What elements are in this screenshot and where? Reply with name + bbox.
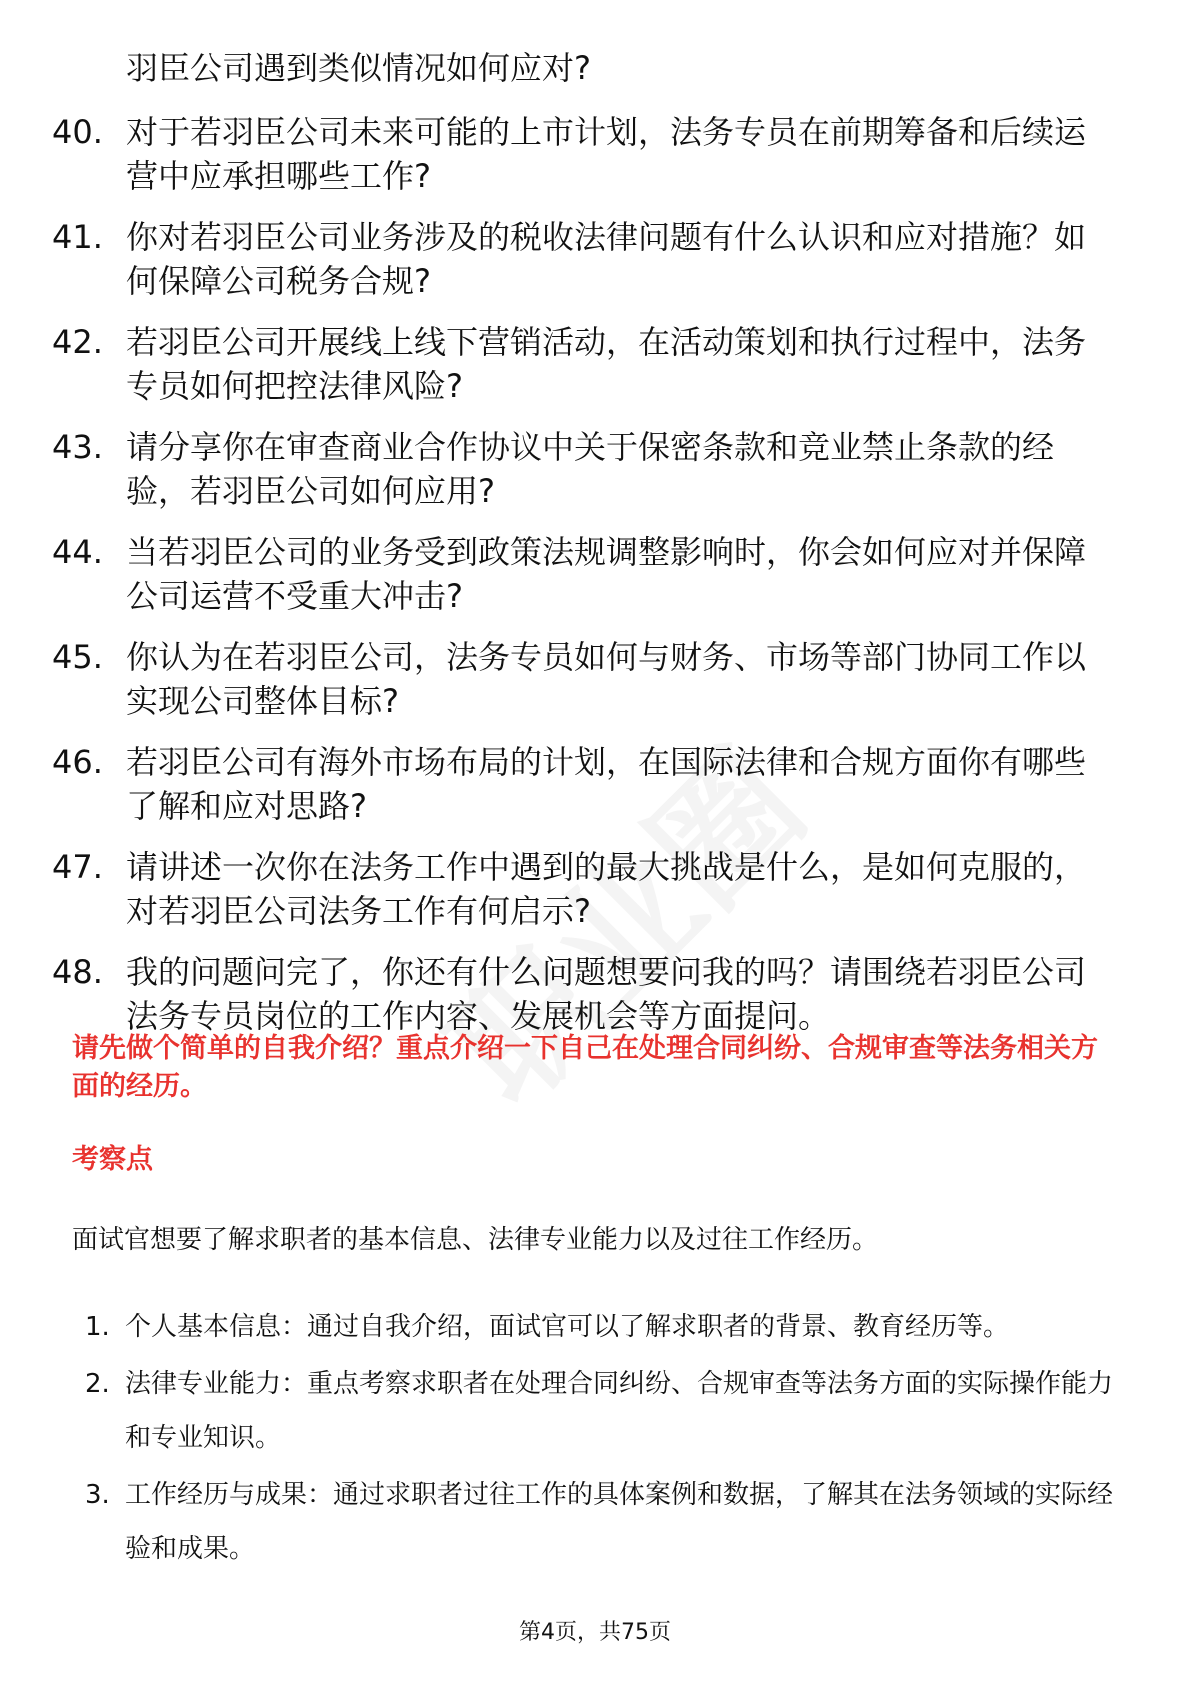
point-text: 法律专业能力：重点考察求职者在处理合同纠纷、合规审查等法务方面的实际操作能力和专业知识。 xyxy=(125,1369,1114,1453)
question-text: 我的问题问完了，你还有什么问题想要问我的吗？请围绕若羽臣公司法务专员岗位的工作内容、发展机会等方面提问。 xyxy=(126,953,1087,1035)
point-number: 1. xyxy=(85,1312,110,1342)
section-label: 考察点 xyxy=(72,1144,153,1175)
question-text: 若羽臣公司有海外市场布局的计划，在国际法律和合规方面你有哪些了解和应对思路? xyxy=(126,743,1087,825)
question-item xyxy=(52,320,1112,408)
question-item xyxy=(52,110,1112,198)
question-item xyxy=(52,845,1112,933)
question-number: 47. xyxy=(52,848,103,886)
question-list xyxy=(52,110,1112,1055)
question-number: 48. xyxy=(52,953,103,991)
question-item xyxy=(52,740,1112,828)
question-continuation: 羽臣公司遇到类似情况如何应对? xyxy=(126,49,591,87)
question-text: 你对若羽臣公司业务涉及的税收法律问题有什么认识和应对措施？如何保障公司税务合规? xyxy=(126,218,1087,300)
question-text: 你认为在若羽臣公司，法务专员如何与财务、市场等部门协同工作以实现公司整体目标? xyxy=(126,638,1087,720)
section-paragraph: 面试官想要了解求职者的基本信息、法律专业能力以及过往工作经历。 xyxy=(72,1225,879,1255)
question-number: 45. xyxy=(52,638,103,676)
question-number: 40. xyxy=(52,113,103,151)
question-item xyxy=(52,635,1112,723)
point-number: 2. xyxy=(85,1369,110,1399)
question-text: 请讲述一次你在法务工作中遇到的最大挑战是什么，是如何克服的，对若羽臣公司法务工作有何启示? xyxy=(126,848,1087,930)
point-item xyxy=(85,1468,1115,1576)
question-number: 41. xyxy=(52,218,103,256)
question-text: 请分享你在审查商业合作协议中关于保密条款和竞业禁止条款的经验，若羽臣公司如何应用? xyxy=(126,428,1055,510)
point-item xyxy=(85,1357,1115,1465)
question-item xyxy=(52,950,1112,1038)
section-heading: 请先做个简单的自我介绍？重点介绍一下自己在处理合同纠纷、合规审查等法务相关方面的经历。 xyxy=(72,1033,1098,1102)
question-text: 当若羽臣公司的业务受到政策法规调整影响时，你会如何应对并保障公司运营不受重大冲击? xyxy=(126,533,1087,615)
point-text: 工作经历与成果：通过求职者过往工作的具体案例和数据，了解其在法务领域的实际经验和成果。 xyxy=(125,1480,1114,1564)
point-list xyxy=(85,1300,1115,1579)
page-footer: 第4页，共75页 xyxy=(519,1620,671,1645)
question-text: 若羽臣公司开展线上线下营销活动，在活动策划和执行过程中，法务专员如何把控法律风险? xyxy=(126,323,1087,405)
question-item xyxy=(52,215,1112,303)
question-number: 46. xyxy=(52,743,103,781)
question-number: 43. xyxy=(52,428,103,466)
question-item xyxy=(52,425,1112,513)
point-number: 3. xyxy=(85,1480,110,1510)
question-number: 44. xyxy=(52,533,103,571)
question-number: 42. xyxy=(52,323,103,361)
point-text: 个人基本信息：通过自我介绍，面试官可以了解求职者的背景、教育经历等。 xyxy=(125,1312,1010,1342)
question-item xyxy=(52,530,1112,618)
question-text: 对于若羽臣公司未来可能的上市计划，法务专员在前期筹备和后续运营中应承担哪些工作? xyxy=(126,113,1087,195)
point-item xyxy=(85,1300,1115,1354)
